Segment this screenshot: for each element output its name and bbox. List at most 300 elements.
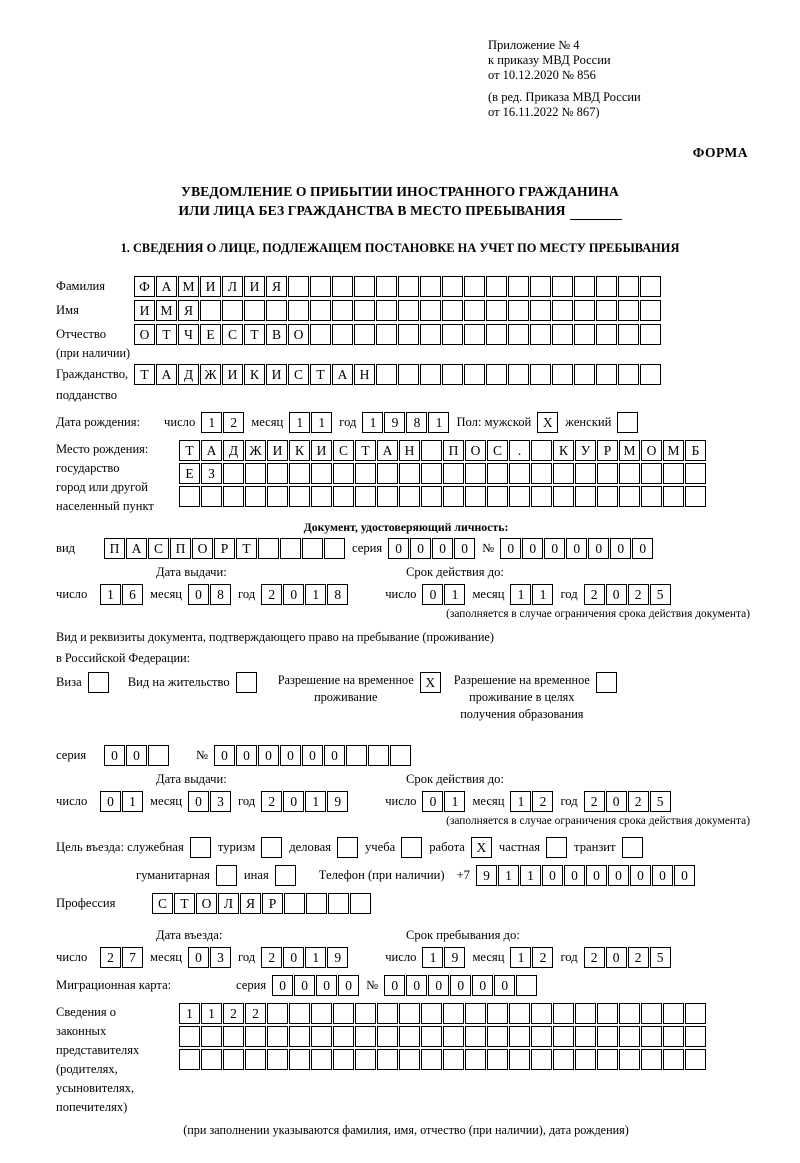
char-box[interactable]: Л [222,276,243,297]
char-box[interactable]: 1 [520,865,541,886]
entry-month-boxes[interactable] [188,947,232,968]
char-box[interactable] [179,486,200,507]
char-box[interactable] [421,1049,442,1070]
char-box[interactable] [377,463,398,484]
char-box[interactable] [508,300,529,321]
permit-number-boxes[interactable] [214,745,412,766]
id-valid-year-boxes[interactable] [584,584,672,605]
char-box[interactable]: Д [223,440,244,461]
char-box[interactable]: 0 [608,865,629,886]
char-box[interactable]: 1 [201,1003,222,1024]
char-box[interactable]: Т [179,440,200,461]
char-box[interactable] [267,463,288,484]
char-box[interactable] [640,364,661,385]
char-box[interactable] [376,276,397,297]
char-box[interactable]: 9 [444,947,465,968]
permit-issue-day-boxes[interactable] [100,791,144,812]
char-box[interactable] [596,300,617,321]
char-box[interactable] [421,486,442,507]
char-box[interactable] [486,324,507,345]
char-box[interactable] [201,486,222,507]
entry-year-boxes[interactable] [261,947,349,968]
char-box[interactable] [531,440,552,461]
char-box[interactable]: Р [262,893,283,914]
char-box[interactable]: 1 [311,412,332,433]
char-box[interactable] [289,463,310,484]
char-box[interactable]: 1 [422,947,443,968]
char-box[interactable] [641,463,662,484]
char-box[interactable]: Е [200,324,221,345]
char-box[interactable]: З [201,463,222,484]
char-box[interactable]: 0 [272,975,293,996]
birth-place-row-2[interactable] [179,463,707,484]
char-box[interactable]: 1 [122,791,143,812]
char-box[interactable]: 8 [327,584,348,605]
char-box[interactable] [531,1026,552,1047]
char-box[interactable] [618,276,639,297]
char-box[interactable] [597,1026,618,1047]
char-box[interactable]: Л [218,893,239,914]
char-box[interactable]: И [222,364,243,385]
char-box[interactable] [443,1026,464,1047]
char-box[interactable] [148,745,169,766]
char-box[interactable]: 0 [454,538,475,559]
char-box[interactable] [399,1003,420,1024]
char-box[interactable] [310,324,331,345]
char-box[interactable] [376,300,397,321]
char-box[interactable] [486,300,507,321]
char-box[interactable]: И [267,440,288,461]
char-box[interactable]: Т [236,538,257,559]
char-box[interactable] [574,364,595,385]
char-box[interactable] [245,1049,266,1070]
char-box[interactable] [486,276,507,297]
char-box[interactable] [201,1026,222,1047]
char-box[interactable]: К [289,440,310,461]
sex-male-checkbox[interactable]: Х [537,412,558,433]
char-box[interactable] [244,300,265,321]
char-box[interactable]: 1 [305,584,326,605]
char-box[interactable] [487,463,508,484]
char-box[interactable]: С [222,324,243,345]
char-box[interactable] [531,1003,552,1024]
char-box[interactable] [289,1026,310,1047]
char-box[interactable] [443,1049,464,1070]
char-box[interactable] [355,1026,376,1047]
legal-rep-row-3[interactable] [179,1049,707,1070]
char-box[interactable]: 2 [532,791,553,812]
char-box[interactable] [258,538,279,559]
char-box[interactable]: 2 [584,584,605,605]
char-box[interactable] [486,364,507,385]
char-box[interactable]: 2 [584,791,605,812]
char-box[interactable]: Ф [134,276,155,297]
char-box[interactable]: 2 [584,947,605,968]
char-box[interactable] [377,1003,398,1024]
char-box[interactable]: 0 [542,865,563,886]
char-box[interactable]: 0 [606,947,627,968]
char-box[interactable] [200,300,221,321]
char-box[interactable]: 0 [472,975,493,996]
purpose-business-checkbox[interactable] [337,837,358,858]
char-box[interactable] [619,1049,640,1070]
char-box[interactable] [245,1026,266,1047]
char-box[interactable] [509,1003,530,1024]
char-box[interactable] [575,1026,596,1047]
char-box[interactable]: 0 [324,745,345,766]
char-box[interactable]: О [196,893,217,914]
char-box[interactable]: 2 [245,1003,266,1024]
char-box[interactable] [332,276,353,297]
char-box[interactable]: Т [355,440,376,461]
char-box[interactable] [399,463,420,484]
char-box[interactable]: 0 [236,745,257,766]
char-box[interactable] [464,364,485,385]
char-box[interactable]: 0 [104,745,125,766]
char-box[interactable]: 0 [586,865,607,886]
char-box[interactable]: 0 [422,791,443,812]
char-box[interactable] [619,486,640,507]
char-box[interactable]: 6 [122,584,143,605]
char-box[interactable] [618,324,639,345]
char-box[interactable]: 1 [179,1003,200,1024]
char-box[interactable] [333,486,354,507]
char-box[interactable]: 2 [223,1003,244,1024]
stay-month-boxes[interactable] [510,947,554,968]
char-box[interactable]: О [465,440,486,461]
id-doc-series-boxes[interactable] [388,538,476,559]
char-box[interactable]: 8 [406,412,427,433]
char-box[interactable]: 0 [522,538,543,559]
purpose-private-checkbox[interactable] [546,837,567,858]
char-box[interactable] [289,486,310,507]
char-box[interactable]: О [641,440,662,461]
char-box[interactable]: 1 [428,412,449,433]
migration-number-boxes[interactable] [384,975,538,996]
char-box[interactable]: 9 [476,865,497,886]
permit-issue-month-boxes[interactable] [188,791,232,812]
char-box[interactable]: 1 [100,584,121,605]
char-box[interactable]: П [443,440,464,461]
char-box[interactable]: 1 [498,865,519,886]
char-box[interactable]: 2 [628,791,649,812]
id-issue-day-boxes[interactable] [100,584,144,605]
char-box[interactable]: А [156,364,177,385]
visa-checkbox[interactable] [88,672,109,693]
char-box[interactable]: 3 [210,791,231,812]
migration-series-boxes[interactable] [272,975,360,996]
id-issue-month-boxes[interactable] [188,584,232,605]
char-box[interactable] [443,463,464,484]
char-box[interactable]: 2 [261,584,282,605]
char-box[interactable] [201,1049,222,1070]
char-box[interactable]: Е [179,463,200,484]
birth-place-row-1[interactable] [179,440,707,461]
char-box[interactable] [420,276,441,297]
char-box[interactable] [355,486,376,507]
char-box[interactable]: 0 [316,975,337,996]
char-box[interactable]: 1 [201,412,222,433]
char-box[interactable] [464,324,485,345]
char-box[interactable]: О [288,324,309,345]
char-box[interactable] [398,300,419,321]
char-box[interactable]: К [244,364,265,385]
char-box[interactable]: М [619,440,640,461]
char-box[interactable]: 2 [100,947,121,968]
purpose-study-checkbox[interactable] [401,837,422,858]
char-box[interactable] [574,324,595,345]
char-box[interactable]: 1 [510,584,531,605]
char-box[interactable] [311,1003,332,1024]
char-box[interactable] [333,1026,354,1047]
char-box[interactable]: 0 [384,975,405,996]
char-box[interactable] [663,486,684,507]
char-box[interactable]: Н [354,364,375,385]
char-box[interactable]: 0 [422,584,443,605]
id-valid-month-boxes[interactable] [510,584,554,605]
char-box[interactable] [354,300,375,321]
char-box[interactable]: И [244,276,265,297]
char-box[interactable]: 2 [223,412,244,433]
char-box[interactable]: 0 [188,947,209,968]
char-box[interactable]: 0 [294,975,315,996]
char-box[interactable]: 0 [283,584,304,605]
char-box[interactable] [420,324,441,345]
char-box[interactable]: 0 [610,538,631,559]
birth-month-boxes[interactable] [289,412,333,433]
name-boxes[interactable] [134,300,662,321]
char-box[interactable]: О [192,538,213,559]
entry-day-boxes[interactable] [100,947,144,968]
birth-day-boxes[interactable] [201,412,245,433]
char-box[interactable]: А [201,440,222,461]
char-box[interactable] [223,1049,244,1070]
char-box[interactable] [355,463,376,484]
char-box[interactable] [399,1026,420,1047]
char-box[interactable] [640,276,661,297]
char-box[interactable]: 5 [650,584,671,605]
char-box[interactable] [332,324,353,345]
char-box[interactable] [245,486,266,507]
char-box[interactable] [464,300,485,321]
char-box[interactable] [355,1049,376,1070]
char-box[interactable]: 1 [510,947,531,968]
char-box[interactable] [530,364,551,385]
char-box[interactable]: 0 [588,538,609,559]
char-box[interactable] [390,745,411,766]
char-box[interactable]: О [134,324,155,345]
birth-year-boxes[interactable] [362,412,450,433]
char-box[interactable] [530,324,551,345]
char-box[interactable]: 0 [652,865,673,886]
char-box[interactable] [597,463,618,484]
char-box[interactable] [302,538,323,559]
char-box[interactable] [509,463,530,484]
purpose-tourism-checkbox[interactable] [261,837,282,858]
surname-boxes[interactable] [134,276,662,297]
char-box[interactable] [245,463,266,484]
char-box[interactable]: 0 [494,975,515,996]
char-box[interactable]: 0 [283,947,304,968]
char-box[interactable]: 2 [261,947,282,968]
char-box[interactable]: 0 [564,865,585,886]
char-box[interactable] [310,276,331,297]
char-box[interactable] [223,463,244,484]
char-box[interactable]: 7 [122,947,143,968]
char-box[interactable]: 1 [510,791,531,812]
char-box[interactable] [575,463,596,484]
char-box[interactable]: Т [134,364,155,385]
char-box[interactable]: 9 [327,791,348,812]
char-box[interactable] [530,300,551,321]
char-box[interactable] [597,1049,618,1070]
char-box[interactable]: Д [178,364,199,385]
legal-rep-row-2[interactable] [179,1026,707,1047]
temp-residence-checkbox[interactable]: Х [420,672,441,693]
char-box[interactable]: С [148,538,169,559]
char-box[interactable] [332,300,353,321]
char-box[interactable] [311,463,332,484]
char-box[interactable] [575,486,596,507]
char-box[interactable] [531,463,552,484]
char-box[interactable] [596,276,617,297]
phone-boxes[interactable] [476,865,696,886]
char-box[interactable] [640,324,661,345]
char-box[interactable] [575,1049,596,1070]
permit-valid-month-boxes[interactable] [510,791,554,812]
char-box[interactable] [574,276,595,297]
char-box[interactable]: 0 [606,791,627,812]
char-box[interactable]: Я [266,276,287,297]
char-box[interactable] [421,440,442,461]
char-box[interactable] [641,1049,662,1070]
char-box[interactable] [267,1003,288,1024]
char-box[interactable]: 3 [210,947,231,968]
char-box[interactable]: А [377,440,398,461]
char-box[interactable] [487,1026,508,1047]
char-box[interactable]: Р [214,538,235,559]
char-box[interactable] [398,364,419,385]
char-box[interactable]: И [311,440,332,461]
char-box[interactable] [420,300,441,321]
permit-valid-year-boxes[interactable] [584,791,672,812]
char-box[interactable]: 0 [450,975,471,996]
char-box[interactable]: 1 [532,584,553,605]
char-box[interactable] [531,486,552,507]
char-box[interactable]: 0 [100,791,121,812]
char-box[interactable]: 0 [258,745,279,766]
char-box[interactable]: И [266,364,287,385]
char-box[interactable] [516,975,537,996]
char-box[interactable]: 0 [630,865,651,886]
edu-residence-checkbox[interactable] [596,672,617,693]
char-box[interactable] [596,364,617,385]
char-box[interactable]: А [156,276,177,297]
char-box[interactable] [442,300,463,321]
char-box[interactable]: М [178,276,199,297]
char-box[interactable] [267,1049,288,1070]
char-box[interactable] [685,486,706,507]
char-box[interactable]: 0 [302,745,323,766]
char-box[interactable] [618,364,639,385]
char-box[interactable]: М [156,300,177,321]
char-box[interactable] [222,300,243,321]
char-box[interactable] [619,463,640,484]
purpose-humanitarian-checkbox[interactable] [216,865,237,886]
char-box[interactable] [487,1003,508,1024]
char-box[interactable] [377,1049,398,1070]
char-box[interactable] [531,1049,552,1070]
char-box[interactable] [355,1003,376,1024]
char-box[interactable] [346,745,367,766]
char-box[interactable] [350,893,371,914]
char-box[interactable]: Я [178,300,199,321]
char-box[interactable] [377,486,398,507]
char-box[interactable] [464,276,485,297]
birth-place-row-3[interactable] [179,486,707,507]
char-box[interactable]: 5 [650,947,671,968]
char-box[interactable]: А [332,364,353,385]
char-box[interactable] [223,1026,244,1047]
char-box[interactable] [685,1026,706,1047]
char-box[interactable] [663,1003,684,1024]
char-box[interactable]: Н [399,440,420,461]
char-box[interactable]: 0 [188,791,209,812]
char-box[interactable] [354,324,375,345]
char-box[interactable] [574,300,595,321]
char-box[interactable] [465,1003,486,1024]
char-box[interactable]: 5 [650,791,671,812]
char-box[interactable] [641,486,662,507]
char-box[interactable] [465,486,486,507]
permit-issue-year-boxes[interactable] [261,791,349,812]
char-box[interactable] [663,1026,684,1047]
char-box[interactable]: 0 [338,975,359,996]
char-box[interactable]: Ч [178,324,199,345]
char-box[interactable] [311,486,332,507]
stay-year-boxes[interactable] [584,947,672,968]
char-box[interactable] [306,893,327,914]
char-box[interactable] [640,300,661,321]
char-box[interactable]: Ж [245,440,266,461]
char-box[interactable] [421,463,442,484]
char-box[interactable]: 1 [444,584,465,605]
char-box[interactable] [288,300,309,321]
char-box[interactable] [619,1026,640,1047]
char-box[interactable]: Т [156,324,177,345]
char-box[interactable]: 1 [444,791,465,812]
char-box[interactable] [530,276,551,297]
char-box[interactable] [487,1049,508,1070]
char-box[interactable] [354,276,375,297]
char-box[interactable]: 2 [628,947,649,968]
char-box[interactable] [552,276,573,297]
char-box[interactable]: М [663,440,684,461]
char-box[interactable] [267,1026,288,1047]
char-box[interactable]: 2 [532,947,553,968]
char-box[interactable] [465,463,486,484]
char-box[interactable] [288,276,309,297]
char-box[interactable] [310,300,331,321]
id-doc-kind-boxes[interactable] [104,538,346,559]
char-box[interactable]: 0 [566,538,587,559]
char-box[interactable] [266,300,287,321]
char-box[interactable]: Б [685,440,706,461]
char-box[interactable] [377,1026,398,1047]
char-box[interactable]: 0 [674,865,695,886]
char-box[interactable]: 1 [362,412,383,433]
char-box[interactable] [509,486,530,507]
